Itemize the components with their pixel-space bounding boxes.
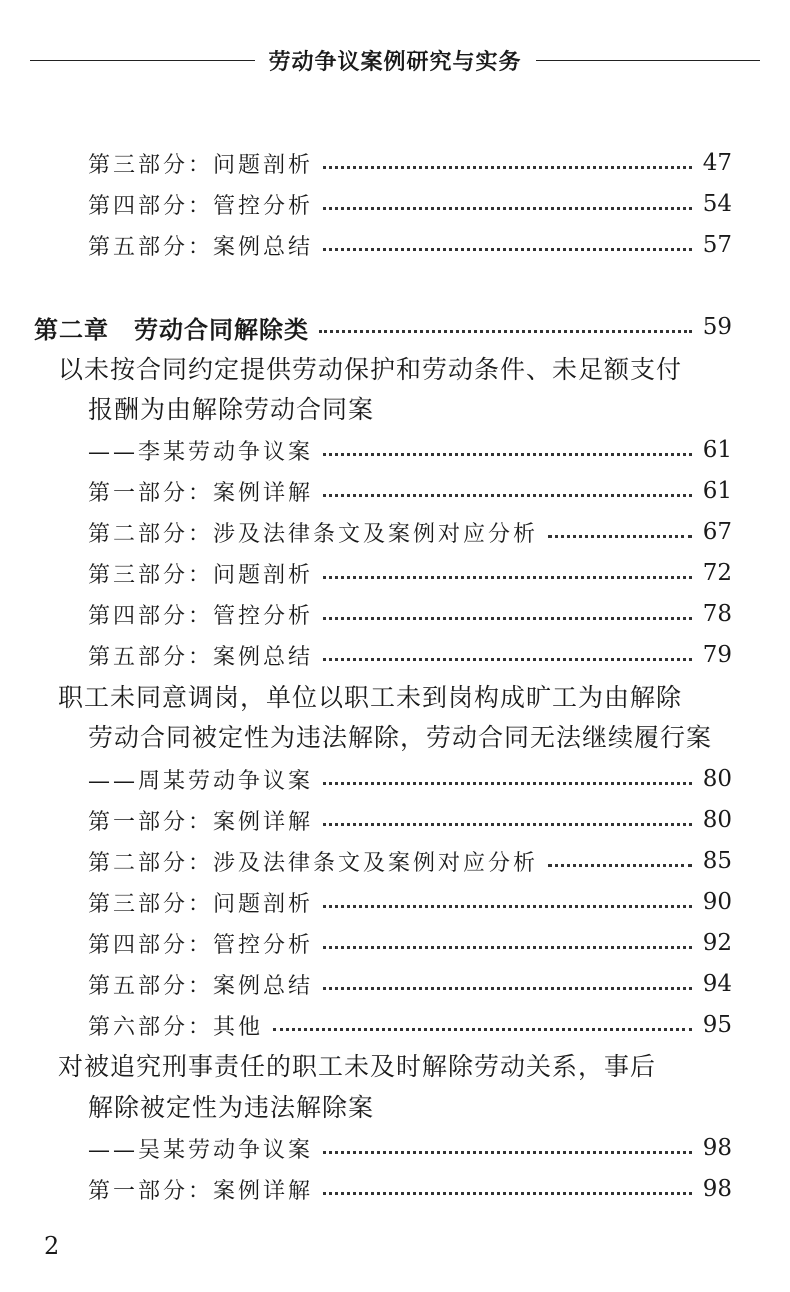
dot-leader <box>323 617 692 620</box>
case-title-line: 报酬为由解除劳动合同案 <box>88 395 375 424</box>
dot-leader <box>323 905 692 908</box>
dot-leader <box>323 453 692 456</box>
toc-entry-page: 61 <box>702 478 732 504</box>
case-title-line: 职工未同意调岗，单位以职工未到岗构成旷工为由解除 <box>58 683 683 712</box>
toc-entry[interactable] <box>88 556 732 590</box>
toc-entry[interactable] <box>88 228 732 262</box>
toc-entry[interactable] <box>88 885 732 919</box>
toc-entry[interactable] <box>88 844 732 878</box>
toc-entry-page: 90 <box>702 889 732 915</box>
toc-entry[interactable] <box>88 515 732 549</box>
toc-entry-label: 第三部分：问题剖析 <box>88 152 314 178</box>
toc-entry-label: ——吴某劳动争议案 <box>88 1137 314 1163</box>
dot-leader <box>323 987 692 990</box>
toc-entry-label: 第二部分：涉及法律条文及案例对应分析 <box>88 521 539 547</box>
toc-entry-page: 61 <box>702 437 732 463</box>
toc-entry-page: 79 <box>702 642 732 668</box>
toc-entry[interactable] <box>88 597 732 631</box>
toc-entry[interactable] <box>88 926 732 960</box>
toc-entry-label: 第五部分：案例总结 <box>88 644 314 670</box>
toc-entry-page: 98 <box>702 1135 732 1161</box>
dot-leader <box>323 1192 692 1195</box>
toc-entry[interactable] <box>88 146 732 180</box>
toc-entry-label: 第五部分：案例总结 <box>88 234 314 260</box>
dot-leader <box>323 248 692 251</box>
page-number: 2 <box>44 1232 60 1260</box>
toc-entry-label: 第六部分：其他 <box>88 1014 264 1040</box>
dot-leader <box>548 535 692 538</box>
toc-entry-label: 第四部分：管控分析 <box>88 603 314 629</box>
toc-entry-page: 94 <box>702 971 732 997</box>
dot-leader <box>323 494 692 497</box>
toc-chapter-label: 第二章 劳动合同解除类 <box>34 314 309 344</box>
toc-entry-label: 第一部分：案例详解 <box>88 480 314 506</box>
toc-entry-label: 第一部分：案例详解 <box>88 809 314 835</box>
dot-leader <box>323 823 692 826</box>
toc-entry-page: 47 <box>702 150 732 176</box>
toc-entry[interactable] <box>88 638 732 672</box>
toc-entry[interactable] <box>88 1131 732 1165</box>
toc-entry-page: 80 <box>702 766 732 792</box>
toc-entry[interactable] <box>88 1172 732 1206</box>
running-header <box>30 40 760 80</box>
toc-chapter[interactable] <box>34 310 732 344</box>
toc-entry[interactable] <box>88 187 732 221</box>
toc-entry[interactable] <box>88 762 732 796</box>
toc-entry-label: ——李某劳动争议案 <box>88 439 314 465</box>
toc-entry-page: 98 <box>702 1176 732 1202</box>
dot-leader <box>319 330 692 333</box>
toc-entry-label: 第三部分：问题剖析 <box>88 562 314 588</box>
toc-entry-page: 72 <box>702 560 732 586</box>
dot-leader <box>548 864 692 867</box>
case-title-line: 解除被定性为违法解除案 <box>88 1093 375 1122</box>
toc-entry-label: ——周某劳动争议案 <box>88 768 314 794</box>
toc-entry-label: 第四部分：管控分析 <box>88 932 314 958</box>
toc-entry-page: 95 <box>702 1012 732 1038</box>
toc-entry-label: 第一部分：案例详解 <box>88 1178 314 1204</box>
dot-leader <box>323 166 692 169</box>
toc-entry-page: 80 <box>702 807 732 833</box>
toc-entry-page: 57 <box>702 232 732 258</box>
toc-entry[interactable] <box>88 967 732 1001</box>
dot-leader <box>323 1151 692 1154</box>
toc-entry-page: 92 <box>702 930 732 956</box>
case-title-line: 以未按合同约定提供劳动保护和劳动条件、未足额支付 <box>58 355 683 384</box>
toc-entry-label: 第四部分：管控分析 <box>88 193 314 219</box>
toc-entry[interactable] <box>88 1008 732 1042</box>
dot-leader <box>323 658 692 661</box>
toc-entry-label: 第二部分：涉及法律条文及案例对应分析 <box>88 850 539 876</box>
dot-leader <box>323 207 692 210</box>
case-title-line: 对被追究刑事责任的职工未及时解除劳动关系，事后 <box>58 1052 657 1081</box>
toc-entry[interactable] <box>88 803 732 837</box>
toc-entry-page: 85 <box>702 848 732 874</box>
toc-entry-label: 第三部分：问题剖析 <box>88 891 314 917</box>
toc-chapter-page: 59 <box>702 314 732 340</box>
dot-leader <box>273 1028 692 1031</box>
dot-leader <box>323 946 692 949</box>
toc-entry-page: 78 <box>702 601 732 627</box>
toc-entry[interactable] <box>88 433 732 467</box>
toc-entry-page: 54 <box>702 191 732 217</box>
toc-entry-page: 67 <box>702 519 732 545</box>
case-title-line: 劳动合同被定性为违法解除，劳动合同无法继续履行案 <box>88 723 713 752</box>
book-title: 劳动争议案例研究与实务 <box>268 49 522 75</box>
dot-leader <box>323 782 692 785</box>
header-rule-left <box>30 60 255 61</box>
dot-leader <box>323 576 692 579</box>
toc-entry-label: 第五部分：案例总结 <box>88 973 314 999</box>
toc-entry[interactable] <box>88 474 732 508</box>
header-rule-right <box>536 60 761 61</box>
